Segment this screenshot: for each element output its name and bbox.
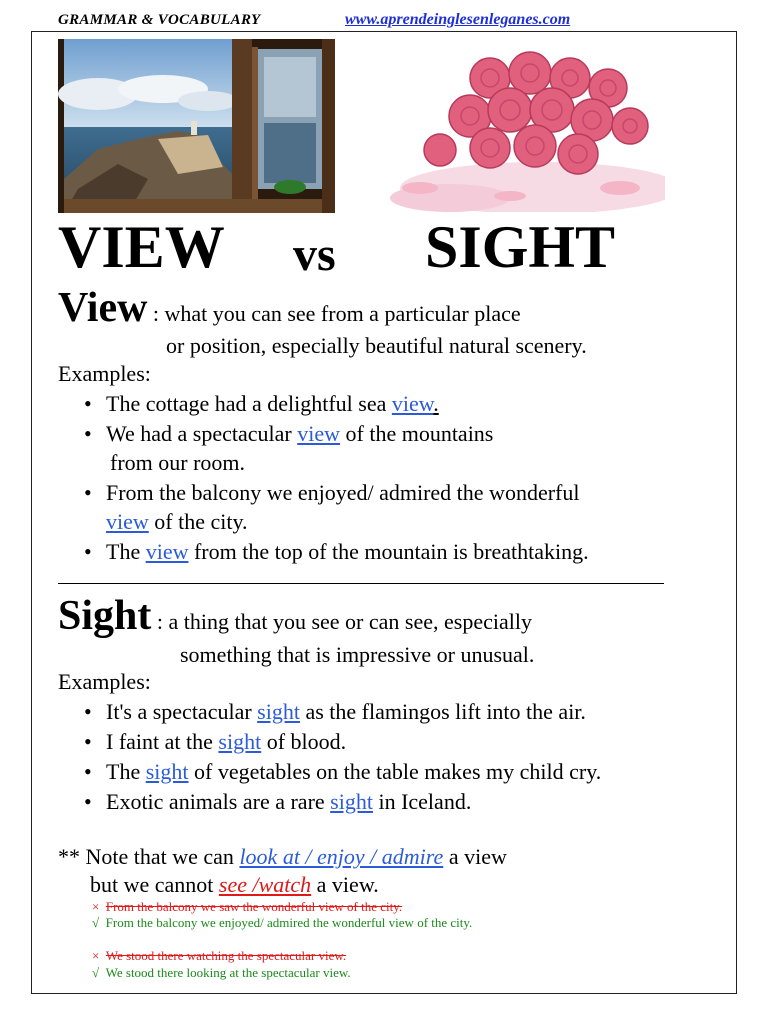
correct-example bbox=[92, 915, 472, 931]
example-text: The bbox=[106, 539, 146, 564]
note-text: a view. bbox=[311, 872, 379, 897]
website-link[interactable]: www.aprendeinglesenleganes.com bbox=[345, 11, 571, 28]
example-text: of the city. bbox=[148, 509, 248, 534]
note-correct-verbs: look at / enjoy / admire bbox=[239, 844, 444, 869]
check-icon: √ bbox=[92, 965, 100, 980]
title-sight: SIGHT bbox=[425, 214, 616, 280]
header-section-label: GRAMMAR & VOCABULARY bbox=[58, 12, 261, 28]
keyword: view bbox=[297, 421, 340, 446]
keyword: sight bbox=[330, 789, 373, 814]
example-text: of blood. bbox=[261, 729, 347, 754]
example-text: I faint at the bbox=[106, 729, 219, 754]
keyword: sight bbox=[218, 729, 262, 754]
title-view: VIEW bbox=[58, 214, 225, 280]
sight-definition-text-2: something that is impressive or unusual. bbox=[180, 642, 535, 667]
sight-examples-list bbox=[80, 697, 730, 817]
cross-icon: × bbox=[92, 948, 100, 963]
note-wrong-verbs: see /watch bbox=[218, 872, 312, 897]
example-text: The bbox=[106, 759, 146, 784]
example-text: It's a spectacular bbox=[106, 699, 258, 724]
correction-text: We stood there looking at the spectacular view. bbox=[105, 965, 351, 980]
example-text: We had a spectacular bbox=[106, 421, 298, 446]
page-title bbox=[58, 207, 658, 287]
note-text: ** Note that we can bbox=[58, 844, 240, 869]
sight-term: Sight bbox=[58, 593, 152, 639]
correct-example bbox=[92, 965, 351, 981]
example-text: . bbox=[433, 391, 439, 416]
view-definition-line-1 bbox=[58, 285, 521, 334]
correction-text: We stood there watching the spectacular view. bbox=[105, 948, 347, 963]
note-line-1 bbox=[58, 842, 507, 872]
list-item bbox=[80, 787, 730, 816]
example-text: from the top of the mountain is breathtaking. bbox=[188, 539, 589, 564]
list-item bbox=[80, 537, 720, 566]
note-text: but we cannot bbox=[90, 872, 219, 897]
view-definition-text-2: or position, especially beautiful natural scenery. bbox=[166, 333, 587, 358]
list-item bbox=[80, 697, 730, 726]
cross-icon: × bbox=[92, 899, 100, 914]
sight-examples-label: Examples: bbox=[58, 669, 151, 694]
example-text: The cottage had a delightful sea bbox=[106, 391, 392, 416]
title-vs: vs bbox=[293, 228, 336, 281]
view-examples-label: Examples: bbox=[58, 361, 151, 386]
list-item bbox=[80, 478, 720, 536]
sea-view-window-image bbox=[58, 39, 335, 213]
view-term: View bbox=[58, 285, 148, 331]
note-text: a view bbox=[443, 844, 507, 869]
keyword: view bbox=[106, 509, 149, 534]
sight-definition-text-1: : a thing that you see or can see, especially bbox=[156, 609, 532, 634]
example-text: Exotic animals are a rare bbox=[106, 789, 331, 814]
check-icon: √ bbox=[92, 915, 100, 930]
wrong-example bbox=[92, 899, 402, 915]
example-text: of the mountains bbox=[340, 421, 494, 446]
list-item bbox=[80, 419, 720, 477]
pink-roses-image bbox=[390, 38, 665, 212]
keyword: sight bbox=[145, 759, 189, 784]
example-text: in Iceland. bbox=[372, 789, 472, 814]
view-examples-list bbox=[80, 389, 720, 567]
sight-definition-line-1 bbox=[58, 593, 532, 642]
keyword: view bbox=[391, 391, 434, 416]
example-text: of vegetables on the table makes my child cry. bbox=[188, 759, 602, 784]
list-item bbox=[80, 727, 730, 756]
keyword: view bbox=[145, 539, 189, 564]
correction-text: From the balcony we enjoyed/ admired the wonderful view of the city. bbox=[105, 915, 473, 930]
list-item bbox=[80, 757, 730, 786]
wrong-example bbox=[92, 948, 346, 964]
correction-text: From the balcony we saw the wonderful view of the city. bbox=[105, 899, 403, 914]
list-item bbox=[80, 389, 720, 418]
example-text: From the balcony we enjoyed/ admired the wonderful bbox=[106, 480, 580, 505]
example-text: from our room. bbox=[110, 450, 246, 475]
note-line-2 bbox=[90, 870, 379, 900]
view-definition-text-1: : what you can see from a particular place bbox=[152, 301, 521, 326]
section-divider bbox=[58, 583, 664, 584]
example-text: as the flamingos lift into the air. bbox=[299, 699, 586, 724]
keyword: sight bbox=[257, 699, 300, 724]
